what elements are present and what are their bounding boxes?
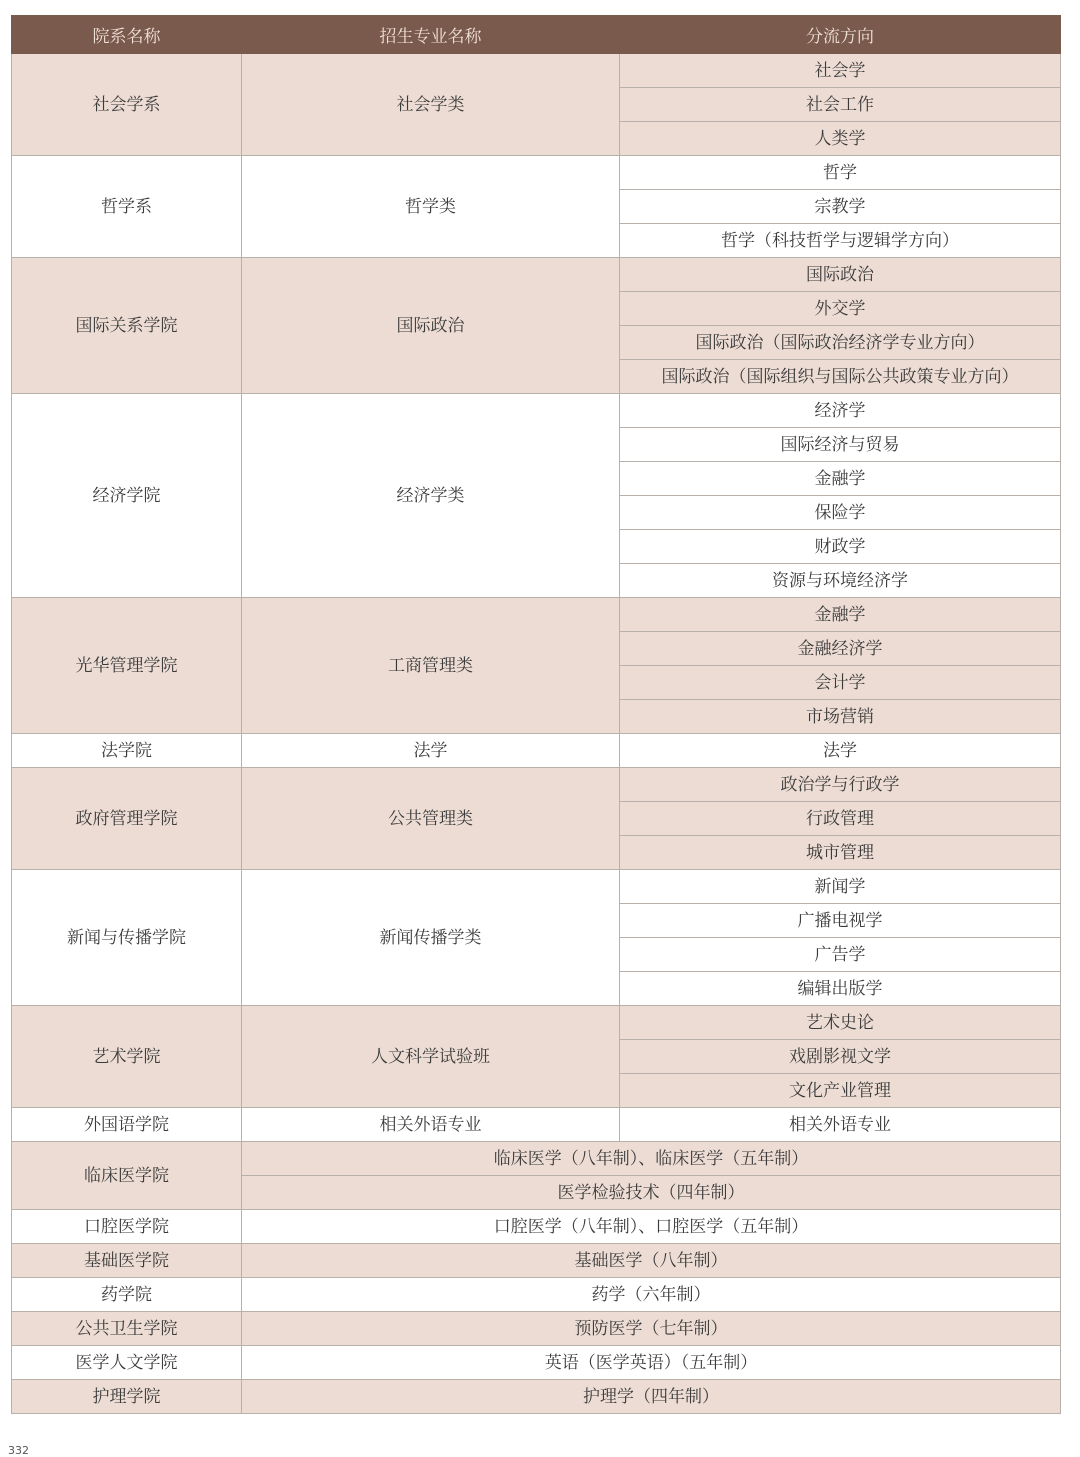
direction-cell: 国际政治 <box>620 258 1061 292</box>
direction-cell: 人类学 <box>620 122 1061 156</box>
direction-cell: 会计学 <box>620 666 1061 700</box>
direction-cell: 城市管理 <box>620 836 1061 870</box>
major-cell: 法学 <box>242 734 620 768</box>
direction-cell: 经济学 <box>620 394 1061 428</box>
direction-cell: 国际经济与贸易 <box>620 428 1061 462</box>
department-cell: 基础医学院 <box>12 1244 242 1278</box>
direction-cell: 金融学 <box>620 462 1061 496</box>
direction-cell: 药学（六年制） <box>242 1278 1061 1312</box>
table-body <box>12 54 1061 1414</box>
header-major: 招生专业名称 <box>242 16 620 54</box>
department-cell: 社会学系 <box>12 54 242 156</box>
page-number: 332 <box>8 1444 29 1457</box>
direction-cell: 相关外语专业 <box>620 1108 1061 1142</box>
direction-cell: 市场营销 <box>620 700 1061 734</box>
direction-cell: 广播电视学 <box>620 904 1061 938</box>
direction-cell: 新闻学 <box>620 870 1061 904</box>
direction-cell: 社会工作 <box>620 88 1061 122</box>
table-row <box>12 1142 1061 1176</box>
major-cell: 社会学类 <box>242 54 620 156</box>
table-row <box>12 1278 1061 1312</box>
table-row <box>12 734 1061 768</box>
table-row <box>12 54 1061 88</box>
department-cell: 药学院 <box>12 1278 242 1312</box>
department-cell: 艺术学院 <box>12 1006 242 1108</box>
major-cell: 经济学类 <box>242 394 620 598</box>
direction-cell: 编辑出版学 <box>620 972 1061 1006</box>
table-row <box>12 1312 1061 1346</box>
direction-cell: 金融学 <box>620 598 1061 632</box>
department-cell: 政府管理学院 <box>12 768 242 870</box>
direction-cell: 哲学（科技哲学与逻辑学方向） <box>620 224 1061 258</box>
table-row <box>12 1108 1061 1142</box>
direction-cell: 资源与环境经济学 <box>620 564 1061 598</box>
direction-cell: 基础医学（八年制） <box>242 1244 1061 1278</box>
table-row <box>12 870 1061 904</box>
major-cell: 工商管理类 <box>242 598 620 734</box>
direction-cell: 社会学 <box>620 54 1061 88</box>
table-row <box>12 1210 1061 1244</box>
direction-cell: 行政管理 <box>620 802 1061 836</box>
direction-cell: 戏剧影视文学 <box>620 1040 1061 1074</box>
department-cell: 新闻与传播学院 <box>12 870 242 1006</box>
table-row <box>12 394 1061 428</box>
direction-cell: 护理学（四年制） <box>242 1380 1061 1414</box>
table-row <box>12 598 1061 632</box>
direction-cell: 外交学 <box>620 292 1061 326</box>
department-cell: 口腔医学院 <box>12 1210 242 1244</box>
table-row <box>12 768 1061 802</box>
program-table <box>11 15 1061 1414</box>
department-cell: 护理学院 <box>12 1380 242 1414</box>
direction-cell: 艺术史论 <box>620 1006 1061 1040</box>
major-cell: 国际政治 <box>242 258 620 394</box>
major-cell: 相关外语专业 <box>242 1108 620 1142</box>
direction-cell: 国际政治（国际组织与国际公共政策专业方向） <box>620 360 1061 394</box>
direction-cell: 宗教学 <box>620 190 1061 224</box>
header-direction: 分流方向 <box>620 16 1061 54</box>
header-department: 院系名称 <box>12 16 242 54</box>
table-header-row <box>12 16 1061 54</box>
department-cell: 临床医学院 <box>12 1142 242 1210</box>
direction-cell: 英语（医学英语）（五年制） <box>242 1346 1061 1380</box>
direction-cell: 口腔医学（八年制）、口腔医学（五年制） <box>242 1210 1061 1244</box>
direction-cell: 文化产业管理 <box>620 1074 1061 1108</box>
table-row <box>12 1244 1061 1278</box>
table-row <box>12 1346 1061 1380</box>
major-cell: 新闻传播学类 <box>242 870 620 1006</box>
direction-cell: 财政学 <box>620 530 1061 564</box>
direction-cell: 临床医学（八年制）、临床医学（五年制） <box>242 1142 1061 1176</box>
direction-cell: 国际政治（国际政治经济学专业方向） <box>620 326 1061 360</box>
department-cell: 公共卫生学院 <box>12 1312 242 1346</box>
table-row <box>12 258 1061 292</box>
major-cell: 哲学类 <box>242 156 620 258</box>
major-cell: 人文科学试验班 <box>242 1006 620 1108</box>
department-cell: 光华管理学院 <box>12 598 242 734</box>
table-row <box>12 156 1061 190</box>
direction-cell: 保险学 <box>620 496 1061 530</box>
department-cell: 法学院 <box>12 734 242 768</box>
direction-cell: 法学 <box>620 734 1061 768</box>
major-cell: 公共管理类 <box>242 768 620 870</box>
department-cell: 医学人文学院 <box>12 1346 242 1380</box>
direction-cell: 预防医学（七年制） <box>242 1312 1061 1346</box>
department-cell: 哲学系 <box>12 156 242 258</box>
department-cell: 国际关系学院 <box>12 258 242 394</box>
direction-cell: 广告学 <box>620 938 1061 972</box>
direction-cell: 政治学与行政学 <box>620 768 1061 802</box>
department-cell: 外国语学院 <box>12 1108 242 1142</box>
direction-cell: 哲学 <box>620 156 1061 190</box>
direction-cell: 医学检验技术（四年制） <box>242 1176 1061 1210</box>
table-row <box>12 1380 1061 1414</box>
department-cell: 经济学院 <box>12 394 242 598</box>
direction-cell: 金融经济学 <box>620 632 1061 666</box>
table-row <box>12 1006 1061 1040</box>
